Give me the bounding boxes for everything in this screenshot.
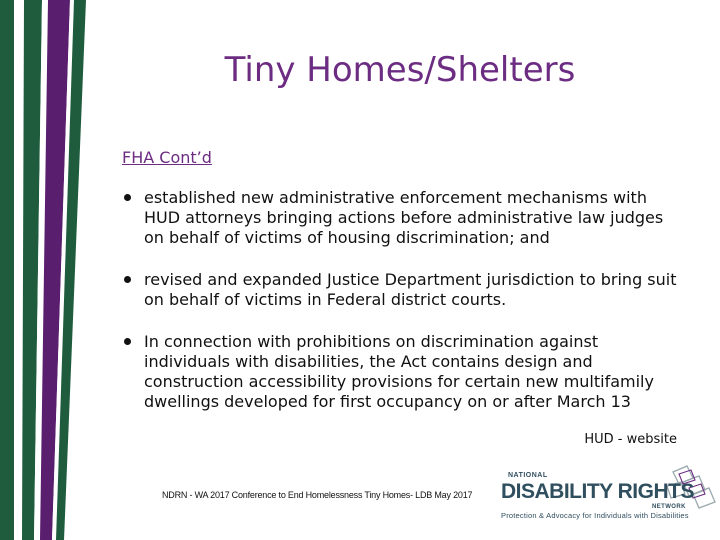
bullet-item [122,188,687,248]
logo-line-national: NATIONAL [508,472,548,479]
logo-line-network: NETWORK [652,504,686,510]
bullet-text: revised and expanded Justice Department jurisdiction to bring suit on behalf of victims in Federal district courts. [144,270,677,309]
bullet-text: established new administrative enforcement mechanisms with HUD attorneys bringing actions before administrative law judges on behalf of victims of housing discrimination; and [144,188,664,247]
ndrn-logo [498,462,720,540]
section-subheading: FHA Cont’d [122,148,212,167]
bullet-item [122,332,687,412]
source-citation: HUD - website [584,432,677,447]
decorative-side-stripes [0,0,90,540]
bullet-dot-icon [124,194,131,201]
bullet-text: In connection with prohibitions on discrimination against individuals with disabilities, the Act contains design and construction accessibility provisions for certain new multifamily dwellings developed for first occupancy on or after March 13 [144,332,654,411]
bullet-dot-icon [124,276,131,283]
bullet-dot-icon [124,338,131,345]
bullet-list [122,188,687,434]
logo-line-disability-rights: DISABILITY RIGHTS [501,480,694,503]
slide-title: Tiny Homes/Shelters [224,50,576,90]
logo-tagline: Protection & Advocacy for Individuals with Disabilities [501,511,689,520]
bullet-item [122,270,687,310]
footer-text: NDRN - WA 2017 Conference to End Homelessness Tiny Homes- LDB May 2017 [162,490,473,500]
